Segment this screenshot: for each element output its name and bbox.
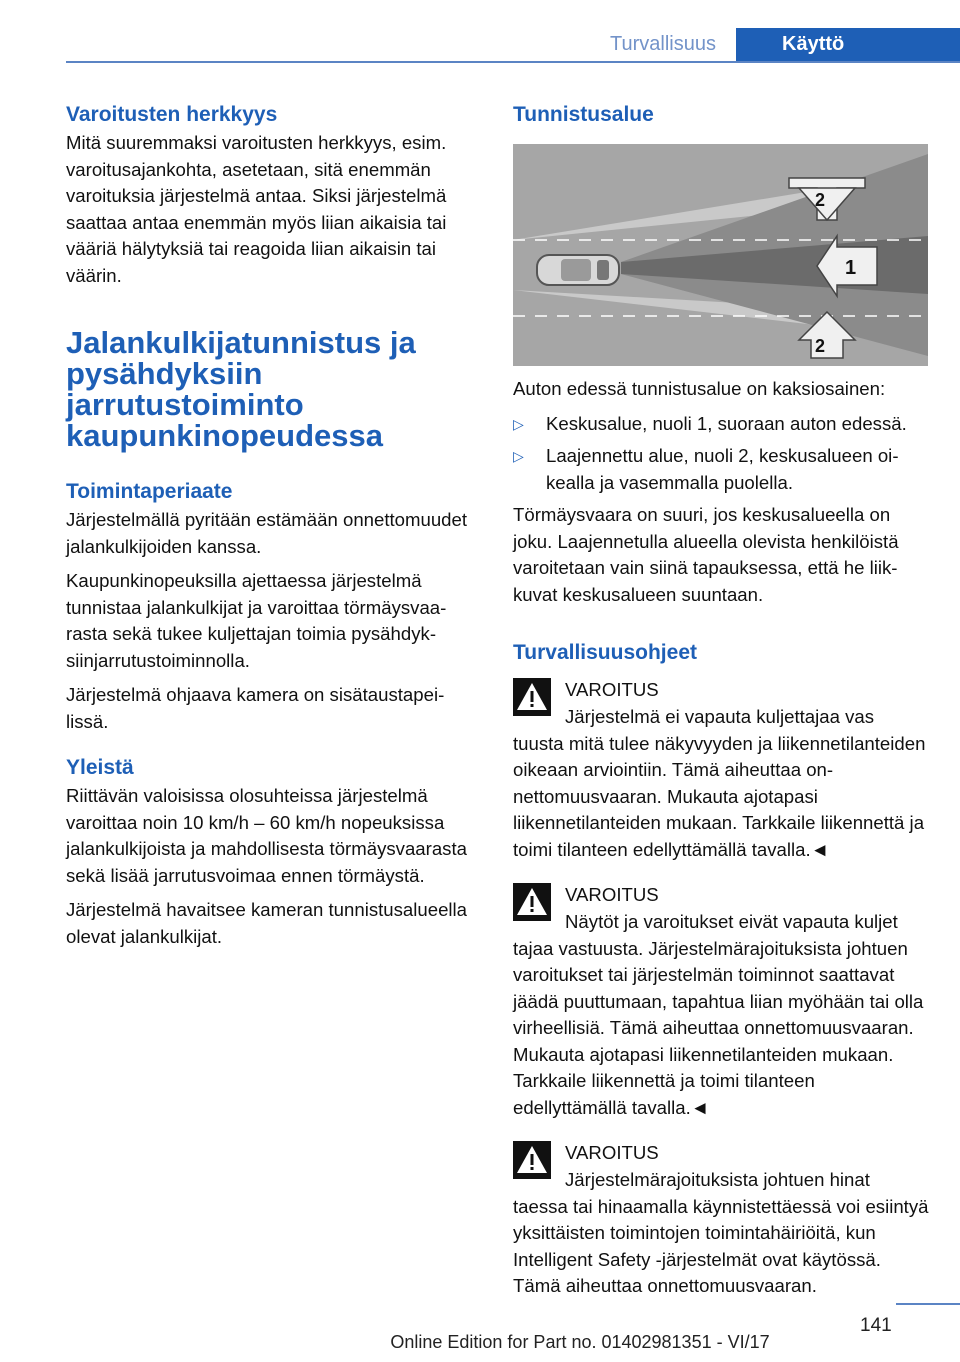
warning-triangle-icon <box>513 883 551 921</box>
warning-title: VAROITUS <box>565 1142 659 1163</box>
chapter-title-line: kaupunkinopeudessa <box>66 418 383 453</box>
left-column <box>66 100 478 950</box>
warning-text: taessa tai hinaamalla käynnistettäessä voi esiintyä yksittäisten toimintojen toimintahäiriöitä, kun Intelligent Safety -järjestelmät ovat käytössä. Tämä aiheuttaa onnettomuusvaaran. <box>513 1195 929 1296</box>
warning-triangle-icon <box>513 678 551 716</box>
paragraph-toimintaperiaate-2: Kaupunkinopeuksilla ajettaessa järjestelmä tunnistaa jalankulkijat ja varoittaa törmäysvaarasta sekä tukee kuljettajan toimia pysähdyksiinjarrutustoiminnolla. <box>66 570 447 671</box>
header-tab-turvallisuus[interactable]: Turvallisuus <box>610 33 716 55</box>
warning-first-line: Näytöt ja varoitukset eivät vapauta kuljet <box>565 911 898 932</box>
list-item-text: Laajennettu alue, nuoli 2, keskusalueen oikealla ja vasemmalla puolella. <box>546 445 899 493</box>
paragraph-herkkyys: Mitä suuremmaksi varoitusten herkkyys, esim. varoitusajankohta, asetetaan, sitä enemmän varoituksia järjestelmä antaa. Siksi järjestelmä saattaa antaa enemmän myös liian aikaisia tai vääriä hälytyksiä tai reagoida liian aikaisin tai väärin. <box>66 132 447 286</box>
arrow-1-label: 1 <box>845 257 857 279</box>
bullet-marker-icon: ▷ <box>513 415 524 432</box>
footer-rule <box>896 1303 960 1305</box>
page-number: 141 <box>860 1315 892 1336</box>
list-item-text: Keskusalue, nuoli 1, suoraan auton edessä. <box>546 412 907 434</box>
list-item <box>513 443 931 502</box>
chapter-title-line: Jalankulkijatunnistus ja <box>66 325 416 360</box>
chapter-title-line: jarrutustoiminto <box>66 387 304 422</box>
section-title-toimintaperiaate: Toimintaperiaate <box>66 480 233 503</box>
section-title-yleista: Yleistä <box>66 756 134 779</box>
detection-area-figure <box>513 144 928 366</box>
warning-block <box>513 881 931 1121</box>
warning-triangle-icon <box>513 1141 551 1179</box>
arrow-2-bottom-label: 2 <box>815 336 826 356</box>
header-tab-kaytto[interactable]: Käyttö <box>736 28 960 63</box>
warning-title: VAROITUS <box>565 884 659 905</box>
paragraph-tormaysvaara: Törmäysvaara on suuri, jos keskusalueella on joku. Laajennetulla alueella olevista henkilöistä varoitetaan vain siinä tapauksessa, että he liikkuvat keskusalueen suuntaan. <box>513 504 899 605</box>
header-rule <box>66 61 960 63</box>
warning-text: tajaa vastuusta. Järjestelmärajoituksista johtuen varoitukset tai järjestelmän toiminnot saattavat jäädä puuttumaan, tapahtua liian myöhään tai olla virheellisiä. Tämä aiheuttaa onnettomuusvaaran. Mukauta ajotapasi liikennetilanteiden mukaan. Tarkkaile liikennettä ja toimi tilanteen edellyttämällä tavalla.◄ <box>513 937 924 1118</box>
warning-block <box>513 1139 931 1300</box>
paragraph-yleista-2: Järjestelmä havaitsee kameran tunnistusalueella olevat jalankulkijat. <box>66 899 468 947</box>
section-title-turvallisuusohjeet: Turvallisuusohjeet <box>513 641 697 664</box>
paragraph-toimintaperiaate-1: Järjestelmällä pyritään estämään onnettomuudet jalankulkijoiden kanssa. <box>66 509 468 557</box>
bullet-marker-icon: ▷ <box>513 448 524 464</box>
list-item <box>513 411 931 444</box>
chapter-title <box>66 327 478 451</box>
paragraph-toimintaperiaate-3: Järjestelmä ohjaava kamera on sisätaustapeilissä. <box>66 684 445 732</box>
right-column <box>513 100 931 1300</box>
car-icon <box>537 255 619 285</box>
warning-first-line: Järjestelmärajoituksista johtuen hinat <box>565 1169 870 1190</box>
warning-title: VAROITUS <box>565 679 659 700</box>
section-title-varoitusten-herkkyys: Varoitusten herkkyys <box>66 103 278 126</box>
arrow-2-top-label: 2 <box>815 190 826 210</box>
warning-text: tuusta mitä tulee näkyvyyden ja liikennetilanteiden oikeaan arviointiin. Tämä aiheuttaa onnettomuusvaaran. Mukauta ajotapasi liikennetilanteiden mukaan. Tarkkaile liikennettä ja toimi tilanteen edellyttämällä tavalla.◄ <box>513 732 926 860</box>
detection-area-list <box>513 411 931 503</box>
footer-edition: Online Edition for Part no. 01402981351 - VI/17 <box>390 1332 770 1352</box>
chapter-title-line: pysähdyksiin <box>66 356 263 391</box>
paragraph-yleista-1: Riittävän valoisissa olosuhteissa järjestelmä varoittaa noin 10 km/h – 60 km/h nopeuksissa jalankulkijoista ja mahdollisesta törmäysvaarasta sekä lisää jarrutusvoimaa ennen törmäystä. <box>66 785 467 886</box>
warning-first-line: Järjestelmä ei vapauta kuljettajaa vas <box>565 706 875 727</box>
paragraph-tunnistusalue-intro: Auton edessä tunnistusalue on kaksiosainen: <box>513 378 886 399</box>
warning-block <box>513 676 931 863</box>
section-title-tunnistusalue: Tunnistusalue <box>513 103 654 126</box>
